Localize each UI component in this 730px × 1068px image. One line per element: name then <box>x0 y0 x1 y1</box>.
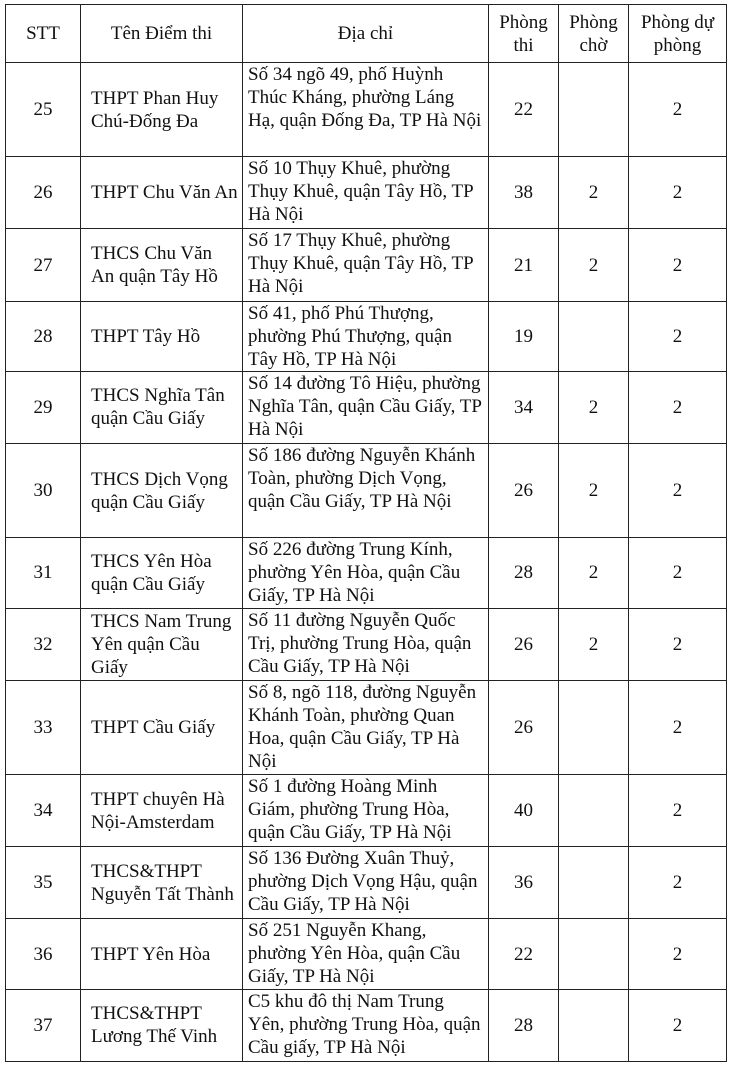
cell-waiting-rooms: 2 <box>559 538 629 608</box>
cell-waiting-rooms <box>559 989 629 1061</box>
table-row <box>6 919 727 989</box>
cell-reserve-rooms: 2 <box>629 680 727 774</box>
cell-waiting-rooms: 2 <box>559 444 629 538</box>
header-exam-rooms: Phòng thi <box>489 5 559 63</box>
header-reserve-rooms: Phòng dự phòng <box>629 5 727 63</box>
cell-reserve-rooms: 2 <box>629 63 727 157</box>
cell-address: Số 226 đường Trung Kính, phường Yên Hòa, quận Cầu Giấy, TP Hà Nội <box>243 538 489 608</box>
cell-exam-rooms: 22 <box>489 63 559 157</box>
cell-reserve-rooms: 2 <box>629 157 727 229</box>
cell-stt: 35 <box>6 847 81 919</box>
table-row <box>6 847 727 919</box>
header-waiting-rooms: Phòng chờ <box>559 5 629 63</box>
cell-exam-rooms: 36 <box>489 847 559 919</box>
header-name: Tên Điểm thi <box>81 5 243 63</box>
cell-name: THCS Dịch Vọng quận Cầu Giấy <box>81 444 243 538</box>
cell-stt: 26 <box>6 157 81 229</box>
cell-exam-rooms: 26 <box>489 680 559 774</box>
cell-address: Số 251 Nguyễn Khang, phường Yên Hòa, quận Cầu Giấy, TP Hà Nội <box>243 919 489 989</box>
cell-name: THCS Chu Văn An quận Tây Hồ <box>81 229 243 301</box>
cell-stt: 37 <box>6 989 81 1061</box>
cell-reserve-rooms: 2 <box>629 847 727 919</box>
cell-stt: 34 <box>6 775 81 847</box>
cell-reserve-rooms: 2 <box>629 301 727 371</box>
table-row <box>6 371 727 443</box>
table-row <box>6 608 727 680</box>
table-row <box>6 444 727 538</box>
table-row <box>6 989 727 1061</box>
table-row <box>6 301 727 371</box>
cell-exam-rooms: 40 <box>489 775 559 847</box>
cell-reserve-rooms: 2 <box>629 919 727 989</box>
cell-waiting-rooms <box>559 847 629 919</box>
cell-stt: 29 <box>6 371 81 443</box>
cell-address: Số 34 ngõ 49, phố Huỳnh Thúc Kháng, phường Láng Hạ, quận Đống Đa, TP Hà Nội <box>243 63 489 157</box>
table-row <box>6 157 727 229</box>
cell-exam-rooms: 22 <box>489 919 559 989</box>
cell-name: THCS&THPT Lương Thế Vinh <box>81 989 243 1061</box>
cell-name: THPT Yên Hòa <box>81 919 243 989</box>
cell-waiting-rooms <box>559 680 629 774</box>
cell-address: Số 11 đường Nguyễn Quốc Trị, phường Trung Hòa, quận Cầu Giấy, TP Hà Nội <box>243 608 489 680</box>
table-row <box>6 538 727 608</box>
cell-waiting-rooms <box>559 919 629 989</box>
table-row <box>6 229 727 301</box>
cell-stt: 25 <box>6 63 81 157</box>
cell-reserve-rooms: 2 <box>629 538 727 608</box>
cell-address: Số 136 Đường Xuân Thuỷ, phường Dịch Vọng Hậu, quận Cầu Giấy, TP Hà Nội <box>243 847 489 919</box>
cell-reserve-rooms: 2 <box>629 371 727 443</box>
cell-stt: 32 <box>6 608 81 680</box>
exam-sites-table <box>5 4 727 1062</box>
cell-waiting-rooms <box>559 775 629 847</box>
table-row <box>6 775 727 847</box>
cell-name: THPT Chu Văn An <box>81 157 243 229</box>
cell-name: THCS Nghĩa Tân quận Cầu Giấy <box>81 371 243 443</box>
cell-waiting-rooms: 2 <box>559 157 629 229</box>
cell-stt: 36 <box>6 919 81 989</box>
cell-name: THCS Yên Hòa quận Cầu Giấy <box>81 538 243 608</box>
cell-exam-rooms: 28 <box>489 989 559 1061</box>
cell-name: THCS Nam Trung Yên quận Cầu Giấy <box>81 608 243 680</box>
cell-stt: 33 <box>6 680 81 774</box>
cell-name: THCS&THPT Nguyễn Tất Thành <box>81 847 243 919</box>
cell-address: Số 17 Thụy Khuê, phường Thụy Khuê, quận Tây Hồ, TP Hà Nội <box>243 229 489 301</box>
cell-address: Số 1 đường Hoàng Minh Giám, phường Trung Hòa, quận Cầu Giấy, TP Hà Nội <box>243 775 489 847</box>
cell-stt: 27 <box>6 229 81 301</box>
cell-reserve-rooms: 2 <box>629 989 727 1061</box>
cell-waiting-rooms <box>559 301 629 371</box>
cell-waiting-rooms <box>559 63 629 157</box>
cell-stt: 28 <box>6 301 81 371</box>
cell-stt: 31 <box>6 538 81 608</box>
cell-waiting-rooms: 2 <box>559 371 629 443</box>
header-row <box>6 5 727 63</box>
cell-address: Số 10 Thụy Khuê, phường Thụy Khuê, quận Tây Hồ, TP Hà Nội <box>243 157 489 229</box>
cell-exam-rooms: 34 <box>489 371 559 443</box>
cell-name: THPT Tây Hồ <box>81 301 243 371</box>
cell-exam-rooms: 19 <box>489 301 559 371</box>
cell-reserve-rooms: 2 <box>629 229 727 301</box>
cell-address: Số 8, ngõ 118, đường Nguyễn Khánh Toàn, phường Quan Hoa, quận Cầu Giấy, TP Hà Nội <box>243 680 489 774</box>
header-address: Địa chỉ <box>243 5 489 63</box>
cell-address: Số 14 đường Tô Hiệu, phường Nghĩa Tân, quận Cầu Giấy, TP Hà Nội <box>243 371 489 443</box>
cell-exam-rooms: 21 <box>489 229 559 301</box>
cell-name: THPT Phan Huy Chú-Đống Đa <box>81 63 243 157</box>
cell-exam-rooms: 28 <box>489 538 559 608</box>
cell-reserve-rooms: 2 <box>629 608 727 680</box>
cell-reserve-rooms: 2 <box>629 444 727 538</box>
cell-exam-rooms: 26 <box>489 608 559 680</box>
cell-exam-rooms: 26 <box>489 444 559 538</box>
cell-address: C5 khu đô thị Nam Trung Yên, phường Trung Hòa, quận Cầu giấy, TP Hà Nội <box>243 989 489 1061</box>
cell-address: Số 186 đường Nguyễn Khánh Toàn, phường Dịch Vọng, quận Cầu Giấy, TP Hà Nội <box>243 444 489 538</box>
cell-address: Số 41, phố Phú Thượng, phường Phú Thượng, quận Tây Hồ, TP Hà Nội <box>243 301 489 371</box>
cell-stt: 30 <box>6 444 81 538</box>
header-stt: STT <box>6 5 81 63</box>
cell-waiting-rooms: 2 <box>559 229 629 301</box>
cell-exam-rooms: 38 <box>489 157 559 229</box>
cell-name: THPT Cầu Giấy <box>81 680 243 774</box>
cell-name: THPT chuyên Hà Nội-Amsterdam <box>81 775 243 847</box>
cell-reserve-rooms: 2 <box>629 775 727 847</box>
cell-waiting-rooms: 2 <box>559 608 629 680</box>
table-row <box>6 63 727 157</box>
table-row <box>6 680 727 774</box>
